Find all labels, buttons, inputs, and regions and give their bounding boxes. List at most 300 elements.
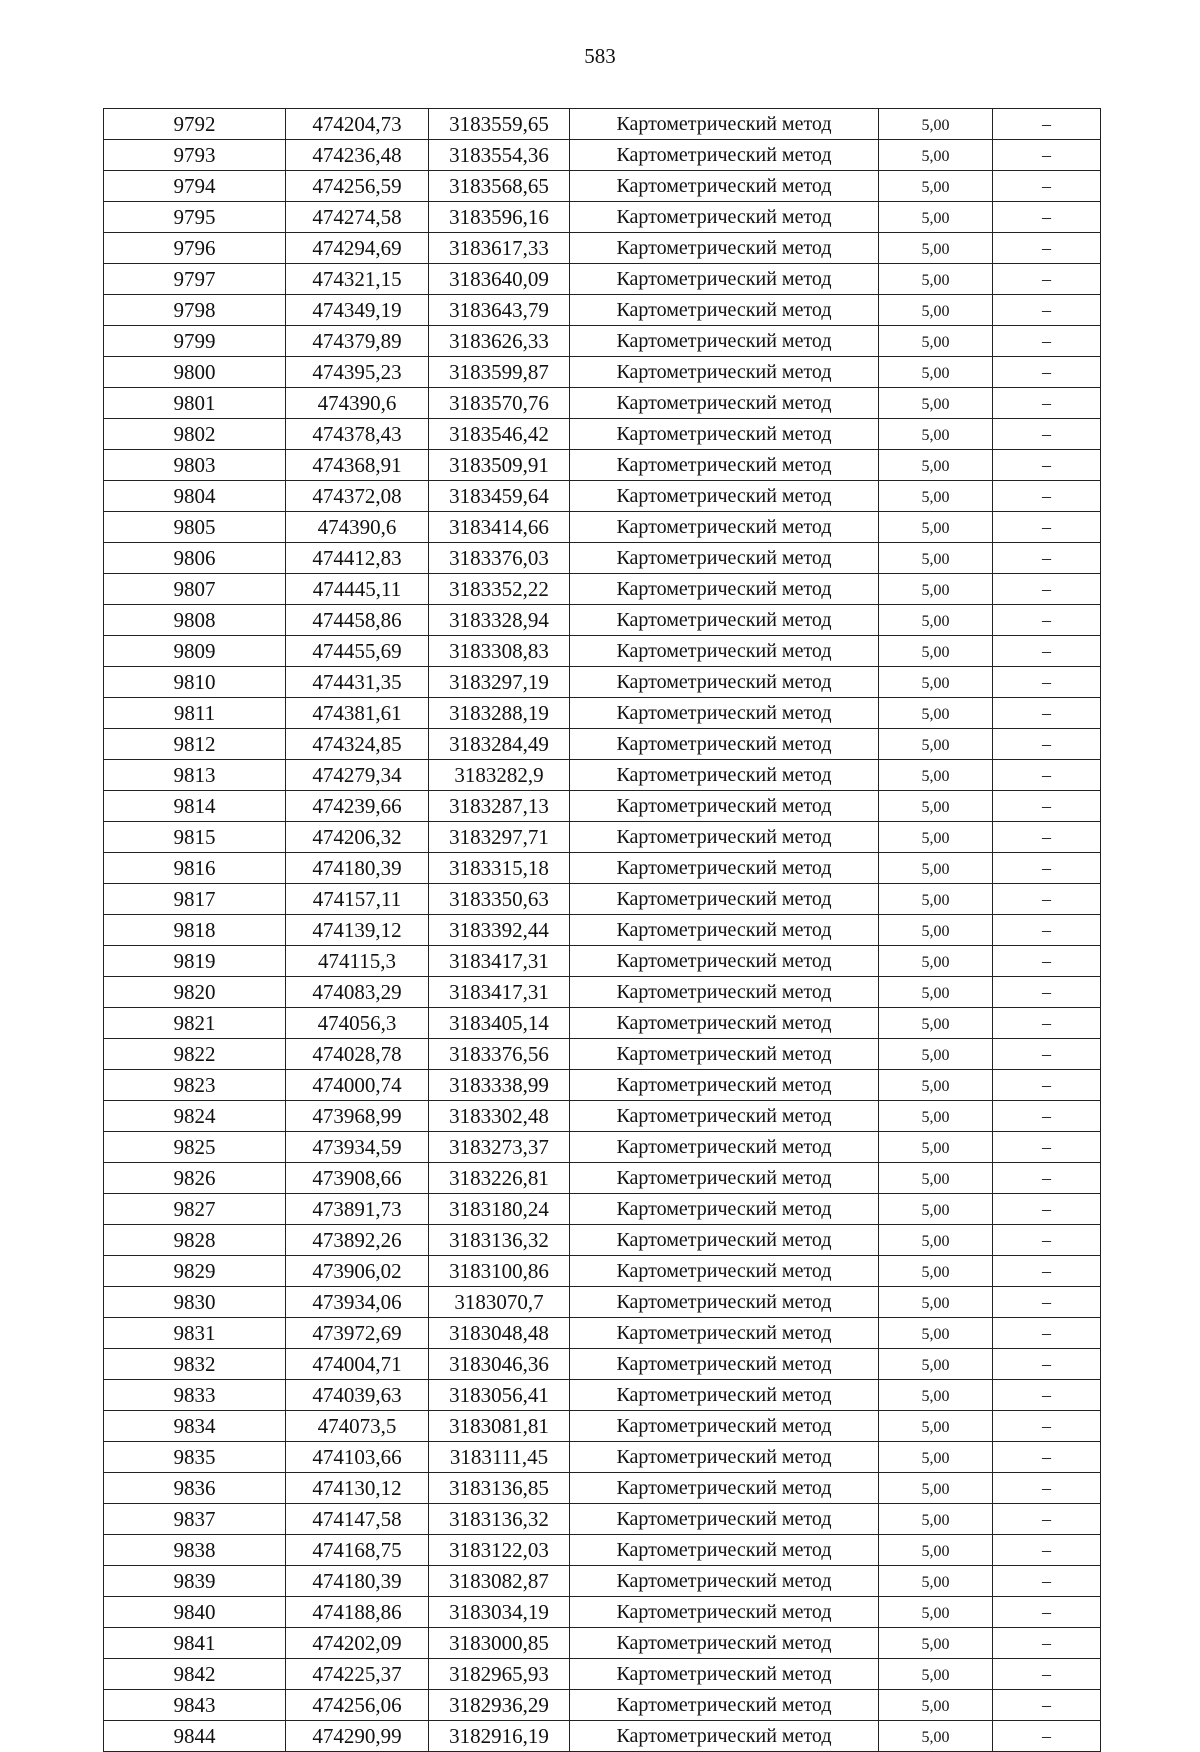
coordinates-table-body xyxy=(104,109,1101,1752)
point-number-cell: 9842 xyxy=(104,1659,286,1690)
dash-cell: – xyxy=(993,1349,1101,1380)
table-row xyxy=(104,1473,1101,1504)
y-coordinate-cell: 3183111,45 xyxy=(429,1442,570,1473)
y-coordinate-cell: 3183626,33 xyxy=(429,326,570,357)
table-row xyxy=(104,357,1101,388)
y-coordinate-cell: 3183417,31 xyxy=(429,977,570,1008)
dash-cell: – xyxy=(993,853,1101,884)
method-cell: Картометрический метод xyxy=(570,729,879,760)
point-number-cell: 9836 xyxy=(104,1473,286,1504)
accuracy-cell: 5,00 xyxy=(879,233,993,264)
method-cell: Картометрический метод xyxy=(570,481,879,512)
table-row xyxy=(104,1721,1101,1752)
dash-cell: – xyxy=(993,388,1101,419)
y-coordinate-cell: 3183417,31 xyxy=(429,946,570,977)
table-row xyxy=(104,264,1101,295)
table-row xyxy=(104,1659,1101,1690)
point-number-cell: 9824 xyxy=(104,1101,286,1132)
y-coordinate-cell: 3183056,41 xyxy=(429,1380,570,1411)
method-cell: Картометрический метод xyxy=(570,1287,879,1318)
accuracy-cell: 5,00 xyxy=(879,667,993,698)
method-cell: Картометрический метод xyxy=(570,1690,879,1721)
x-coordinate-cell: 474115,3 xyxy=(286,946,429,977)
y-coordinate-cell: 3183122,03 xyxy=(429,1535,570,1566)
accuracy-cell: 5,00 xyxy=(879,1132,993,1163)
y-coordinate-cell: 3183640,09 xyxy=(429,264,570,295)
point-number-cell: 9811 xyxy=(104,698,286,729)
x-coordinate-cell: 474157,11 xyxy=(286,884,429,915)
y-coordinate-cell: 3183596,16 xyxy=(429,202,570,233)
accuracy-cell: 5,00 xyxy=(879,853,993,884)
dash-cell: – xyxy=(993,946,1101,977)
table-row xyxy=(104,450,1101,481)
method-cell: Картометрический метод xyxy=(570,264,879,295)
dash-cell: – xyxy=(993,171,1101,202)
accuracy-cell: 5,00 xyxy=(879,822,993,853)
dash-cell: – xyxy=(993,729,1101,760)
method-cell: Картометрический метод xyxy=(570,109,879,140)
point-number-cell: 9828 xyxy=(104,1225,286,1256)
point-number-cell: 9801 xyxy=(104,388,286,419)
accuracy-cell: 5,00 xyxy=(879,729,993,760)
point-number-cell: 9799 xyxy=(104,326,286,357)
y-coordinate-cell: 3183136,85 xyxy=(429,1473,570,1504)
x-coordinate-cell: 474103,66 xyxy=(286,1442,429,1473)
accuracy-cell: 5,00 xyxy=(879,1659,993,1690)
y-coordinate-cell: 3183048,48 xyxy=(429,1318,570,1349)
table-row xyxy=(104,884,1101,915)
table-row xyxy=(104,233,1101,264)
table-row xyxy=(104,171,1101,202)
x-coordinate-cell: 474236,48 xyxy=(286,140,429,171)
method-cell: Картометрический метод xyxy=(570,295,879,326)
table-row xyxy=(104,1504,1101,1535)
x-coordinate-cell: 474378,43 xyxy=(286,419,429,450)
dash-cell: – xyxy=(993,605,1101,636)
dash-cell: – xyxy=(993,1566,1101,1597)
point-number-cell: 9795 xyxy=(104,202,286,233)
dash-cell: – xyxy=(993,884,1101,915)
dash-cell: – xyxy=(993,1132,1101,1163)
point-number-cell: 9797 xyxy=(104,264,286,295)
x-coordinate-cell: 474395,23 xyxy=(286,357,429,388)
point-number-cell: 9818 xyxy=(104,915,286,946)
x-coordinate-cell: 474321,15 xyxy=(286,264,429,295)
method-cell: Картометрический метод xyxy=(570,667,879,698)
dash-cell: – xyxy=(993,915,1101,946)
dash-cell: – xyxy=(993,636,1101,667)
method-cell: Картометрический метод xyxy=(570,605,879,636)
accuracy-cell: 5,00 xyxy=(879,1101,993,1132)
y-coordinate-cell: 3183082,87 xyxy=(429,1566,570,1597)
y-coordinate-cell: 3183287,13 xyxy=(429,791,570,822)
dash-cell: – xyxy=(993,1597,1101,1628)
table-row xyxy=(104,1008,1101,1039)
method-cell: Картометрический метод xyxy=(570,636,879,667)
x-coordinate-cell: 474180,39 xyxy=(286,853,429,884)
method-cell: Картометрический метод xyxy=(570,946,879,977)
dash-cell: – xyxy=(993,326,1101,357)
table-row xyxy=(104,140,1101,171)
method-cell: Картометрический метод xyxy=(570,853,879,884)
table-row xyxy=(104,202,1101,233)
method-cell: Картометрический метод xyxy=(570,543,879,574)
point-number-cell: 9821 xyxy=(104,1008,286,1039)
table-row xyxy=(104,915,1101,946)
y-coordinate-cell: 3183000,85 xyxy=(429,1628,570,1659)
dash-cell: – xyxy=(993,1008,1101,1039)
point-number-cell: 9798 xyxy=(104,295,286,326)
accuracy-cell: 5,00 xyxy=(879,419,993,450)
x-coordinate-cell: 473968,99 xyxy=(286,1101,429,1132)
method-cell: Картометрический метод xyxy=(570,760,879,791)
dash-cell: – xyxy=(993,1194,1101,1225)
point-number-cell: 9822 xyxy=(104,1039,286,1070)
method-cell: Картометрический метод xyxy=(570,450,879,481)
dash-cell: – xyxy=(993,512,1101,543)
dash-cell: – xyxy=(993,760,1101,791)
accuracy-cell: 5,00 xyxy=(879,884,993,915)
y-coordinate-cell: 3183376,03 xyxy=(429,543,570,574)
point-number-cell: 9820 xyxy=(104,977,286,1008)
dash-cell: – xyxy=(993,1721,1101,1752)
method-cell: Картометрический метод xyxy=(570,1008,879,1039)
dash-cell: – xyxy=(993,574,1101,605)
method-cell: Картометрический метод xyxy=(570,202,879,233)
point-number-cell: 9816 xyxy=(104,853,286,884)
x-coordinate-cell: 474130,12 xyxy=(286,1473,429,1504)
x-coordinate-cell: 473906,02 xyxy=(286,1256,429,1287)
y-coordinate-cell: 3183288,19 xyxy=(429,698,570,729)
dash-cell: – xyxy=(993,1535,1101,1566)
x-coordinate-cell: 474445,11 xyxy=(286,574,429,605)
x-coordinate-cell: 474139,12 xyxy=(286,915,429,946)
point-number-cell: 9830 xyxy=(104,1287,286,1318)
table-row xyxy=(104,512,1101,543)
x-coordinate-cell: 473972,69 xyxy=(286,1318,429,1349)
x-coordinate-cell: 473934,59 xyxy=(286,1132,429,1163)
dash-cell: – xyxy=(993,667,1101,698)
accuracy-cell: 5,00 xyxy=(879,760,993,791)
table-row xyxy=(104,977,1101,1008)
table-row xyxy=(104,1287,1101,1318)
y-coordinate-cell: 3183284,49 xyxy=(429,729,570,760)
x-coordinate-cell: 474028,78 xyxy=(286,1039,429,1070)
method-cell: Картометрический метод xyxy=(570,140,879,171)
dash-cell: – xyxy=(993,1442,1101,1473)
point-number-cell: 9840 xyxy=(104,1597,286,1628)
method-cell: Картометрический метод xyxy=(570,1411,879,1442)
method-cell: Картометрический метод xyxy=(570,1039,879,1070)
table-row xyxy=(104,1132,1101,1163)
accuracy-cell: 5,00 xyxy=(879,1039,993,1070)
table-row xyxy=(104,109,1101,140)
point-number-cell: 9800 xyxy=(104,357,286,388)
x-coordinate-cell: 474239,66 xyxy=(286,791,429,822)
accuracy-cell: 5,00 xyxy=(879,1473,993,1504)
point-number-cell: 9834 xyxy=(104,1411,286,1442)
table-row xyxy=(104,1163,1101,1194)
x-coordinate-cell: 474381,61 xyxy=(286,698,429,729)
point-number-cell: 9819 xyxy=(104,946,286,977)
point-number-cell: 9815 xyxy=(104,822,286,853)
x-coordinate-cell: 474294,69 xyxy=(286,233,429,264)
coordinates-table xyxy=(103,108,1101,1752)
x-coordinate-cell: 474206,32 xyxy=(286,822,429,853)
y-coordinate-cell: 3183328,94 xyxy=(429,605,570,636)
x-coordinate-cell: 474349,19 xyxy=(286,295,429,326)
accuracy-cell: 5,00 xyxy=(879,1318,993,1349)
accuracy-cell: 5,00 xyxy=(879,1225,993,1256)
accuracy-cell: 5,00 xyxy=(879,1442,993,1473)
point-number-cell: 9838 xyxy=(104,1535,286,1566)
y-coordinate-cell: 3183568,65 xyxy=(429,171,570,202)
y-coordinate-cell: 3182936,29 xyxy=(429,1690,570,1721)
method-cell: Картометрический метод xyxy=(570,574,879,605)
accuracy-cell: 5,00 xyxy=(879,357,993,388)
method-cell: Картометрический метод xyxy=(570,1566,879,1597)
point-number-cell: 9806 xyxy=(104,543,286,574)
method-cell: Картометрический метод xyxy=(570,1628,879,1659)
accuracy-cell: 5,00 xyxy=(879,1690,993,1721)
dash-cell: – xyxy=(993,140,1101,171)
table-row xyxy=(104,419,1101,450)
dash-cell: – xyxy=(993,1163,1101,1194)
accuracy-cell: 5,00 xyxy=(879,450,993,481)
table-row xyxy=(104,1349,1101,1380)
x-coordinate-cell: 474180,39 xyxy=(286,1566,429,1597)
point-number-cell: 9823 xyxy=(104,1070,286,1101)
y-coordinate-cell: 3183338,99 xyxy=(429,1070,570,1101)
dash-cell: – xyxy=(993,109,1101,140)
table-row xyxy=(104,1256,1101,1287)
point-number-cell: 9803 xyxy=(104,450,286,481)
dash-cell: – xyxy=(993,1070,1101,1101)
method-cell: Картометрический метод xyxy=(570,326,879,357)
accuracy-cell: 5,00 xyxy=(879,1380,993,1411)
accuracy-cell: 5,00 xyxy=(879,264,993,295)
y-coordinate-cell: 3183070,7 xyxy=(429,1287,570,1318)
x-coordinate-cell: 474368,91 xyxy=(286,450,429,481)
point-number-cell: 9844 xyxy=(104,1721,286,1752)
dash-cell: – xyxy=(993,1473,1101,1504)
point-number-cell: 9808 xyxy=(104,605,286,636)
dash-cell: – xyxy=(993,1101,1101,1132)
y-coordinate-cell: 3183081,81 xyxy=(429,1411,570,1442)
table-row xyxy=(104,1535,1101,1566)
table-row xyxy=(104,822,1101,853)
accuracy-cell: 5,00 xyxy=(879,1287,993,1318)
accuracy-cell: 5,00 xyxy=(879,1721,993,1752)
y-coordinate-cell: 3183297,19 xyxy=(429,667,570,698)
y-coordinate-cell: 3183559,65 xyxy=(429,109,570,140)
dash-cell: – xyxy=(993,481,1101,512)
table-row xyxy=(104,543,1101,574)
table-row xyxy=(104,388,1101,419)
x-coordinate-cell: 474225,37 xyxy=(286,1659,429,1690)
accuracy-cell: 5,00 xyxy=(879,1504,993,1535)
point-number-cell: 9793 xyxy=(104,140,286,171)
y-coordinate-cell: 3183376,56 xyxy=(429,1039,570,1070)
accuracy-cell: 5,00 xyxy=(879,109,993,140)
method-cell: Картометрический метод xyxy=(570,915,879,946)
accuracy-cell: 5,00 xyxy=(879,1194,993,1225)
point-number-cell: 9835 xyxy=(104,1442,286,1473)
x-coordinate-cell: 474168,75 xyxy=(286,1535,429,1566)
dash-cell: – xyxy=(993,1628,1101,1659)
point-number-cell: 9831 xyxy=(104,1318,286,1349)
method-cell: Картометрический метод xyxy=(570,1442,879,1473)
method-cell: Картометрический метод xyxy=(570,1163,879,1194)
y-coordinate-cell: 3183459,64 xyxy=(429,481,570,512)
y-coordinate-cell: 3183570,76 xyxy=(429,388,570,419)
dash-cell: – xyxy=(993,543,1101,574)
point-number-cell: 9805 xyxy=(104,512,286,543)
table-row xyxy=(104,853,1101,884)
x-coordinate-cell: 474056,3 xyxy=(286,1008,429,1039)
table-row xyxy=(104,1411,1101,1442)
x-coordinate-cell: 474202,09 xyxy=(286,1628,429,1659)
y-coordinate-cell: 3183180,24 xyxy=(429,1194,570,1225)
table-row xyxy=(104,574,1101,605)
x-coordinate-cell: 474147,58 xyxy=(286,1504,429,1535)
method-cell: Картометрический метод xyxy=(570,1070,879,1101)
y-coordinate-cell: 3183414,66 xyxy=(429,512,570,543)
dash-cell: – xyxy=(993,233,1101,264)
y-coordinate-cell: 3183297,71 xyxy=(429,822,570,853)
x-coordinate-cell: 474204,73 xyxy=(286,109,429,140)
point-number-cell: 9839 xyxy=(104,1566,286,1597)
point-number-cell: 9810 xyxy=(104,667,286,698)
accuracy-cell: 5,00 xyxy=(879,1597,993,1628)
method-cell: Картометрический метод xyxy=(570,171,879,202)
x-coordinate-cell: 474379,89 xyxy=(286,326,429,357)
y-coordinate-cell: 3183599,87 xyxy=(429,357,570,388)
accuracy-cell: 5,00 xyxy=(879,1163,993,1194)
point-number-cell: 9832 xyxy=(104,1349,286,1380)
x-coordinate-cell: 474004,71 xyxy=(286,1349,429,1380)
x-coordinate-cell: 473892,26 xyxy=(286,1225,429,1256)
x-coordinate-cell: 474039,63 xyxy=(286,1380,429,1411)
point-number-cell: 9796 xyxy=(104,233,286,264)
dash-cell: – xyxy=(993,1504,1101,1535)
table-row xyxy=(104,636,1101,667)
table-row xyxy=(104,481,1101,512)
y-coordinate-cell: 3183282,9 xyxy=(429,760,570,791)
x-coordinate-cell: 474431,35 xyxy=(286,667,429,698)
point-number-cell: 9817 xyxy=(104,884,286,915)
accuracy-cell: 5,00 xyxy=(879,202,993,233)
x-coordinate-cell: 474083,29 xyxy=(286,977,429,1008)
dash-cell: – xyxy=(993,419,1101,450)
table-row xyxy=(104,698,1101,729)
method-cell: Картометрический метод xyxy=(570,1349,879,1380)
method-cell: Картометрический метод xyxy=(570,419,879,450)
table-row xyxy=(104,1039,1101,1070)
x-coordinate-cell: 473908,66 xyxy=(286,1163,429,1194)
point-number-cell: 9792 xyxy=(104,109,286,140)
table-row xyxy=(104,1566,1101,1597)
accuracy-cell: 5,00 xyxy=(879,636,993,667)
y-coordinate-cell: 3183554,36 xyxy=(429,140,570,171)
point-number-cell: 9843 xyxy=(104,1690,286,1721)
x-coordinate-cell: 474412,83 xyxy=(286,543,429,574)
point-number-cell: 9809 xyxy=(104,636,286,667)
method-cell: Картометрический метод xyxy=(570,1597,879,1628)
table-row xyxy=(104,1442,1101,1473)
accuracy-cell: 5,00 xyxy=(879,326,993,357)
method-cell: Картометрический метод xyxy=(570,791,879,822)
accuracy-cell: 5,00 xyxy=(879,543,993,574)
table-row xyxy=(104,667,1101,698)
y-coordinate-cell: 3183308,83 xyxy=(429,636,570,667)
accuracy-cell: 5,00 xyxy=(879,1349,993,1380)
point-number-cell: 9841 xyxy=(104,1628,286,1659)
point-number-cell: 9825 xyxy=(104,1132,286,1163)
accuracy-cell: 5,00 xyxy=(879,481,993,512)
dash-cell: – xyxy=(993,357,1101,388)
method-cell: Картометрический метод xyxy=(570,1504,879,1535)
x-coordinate-cell: 473891,73 xyxy=(286,1194,429,1225)
accuracy-cell: 5,00 xyxy=(879,1070,993,1101)
y-coordinate-cell: 3183136,32 xyxy=(429,1225,570,1256)
accuracy-cell: 5,00 xyxy=(879,1628,993,1659)
dash-cell: – xyxy=(993,1411,1101,1442)
y-coordinate-cell: 3183509,91 xyxy=(429,450,570,481)
method-cell: Картометрический метод xyxy=(570,388,879,419)
point-number-cell: 9837 xyxy=(104,1504,286,1535)
dash-cell: – xyxy=(993,1318,1101,1349)
accuracy-cell: 5,00 xyxy=(879,1008,993,1039)
accuracy-cell: 5,00 xyxy=(879,977,993,1008)
method-cell: Картометрический метод xyxy=(570,1225,879,1256)
y-coordinate-cell: 3183350,63 xyxy=(429,884,570,915)
x-coordinate-cell: 474000,74 xyxy=(286,1070,429,1101)
table-row xyxy=(104,729,1101,760)
table-row xyxy=(104,946,1101,977)
y-coordinate-cell: 3183617,33 xyxy=(429,233,570,264)
x-coordinate-cell: 474290,99 xyxy=(286,1721,429,1752)
y-coordinate-cell: 3183226,81 xyxy=(429,1163,570,1194)
point-number-cell: 9812 xyxy=(104,729,286,760)
x-coordinate-cell: 474256,59 xyxy=(286,171,429,202)
accuracy-cell: 5,00 xyxy=(879,388,993,419)
point-number-cell: 9829 xyxy=(104,1256,286,1287)
method-cell: Картометрический метод xyxy=(570,1380,879,1411)
y-coordinate-cell: 3183273,37 xyxy=(429,1132,570,1163)
table-row xyxy=(104,1225,1101,1256)
method-cell: Картометрический метод xyxy=(570,233,879,264)
dash-cell: – xyxy=(993,1380,1101,1411)
y-coordinate-cell: 3183100,86 xyxy=(429,1256,570,1287)
y-coordinate-cell: 3182965,93 xyxy=(429,1659,570,1690)
accuracy-cell: 5,00 xyxy=(879,1411,993,1442)
method-cell: Картометрический метод xyxy=(570,977,879,1008)
x-coordinate-cell: 474279,34 xyxy=(286,760,429,791)
table-row xyxy=(104,1194,1101,1225)
y-coordinate-cell: 3183392,44 xyxy=(429,915,570,946)
method-cell: Картометрический метод xyxy=(570,1473,879,1504)
method-cell: Картометрический метод xyxy=(570,1256,879,1287)
table-row xyxy=(104,1628,1101,1659)
x-coordinate-cell: 474390,6 xyxy=(286,388,429,419)
method-cell: Картометрический метод xyxy=(570,1194,879,1225)
y-coordinate-cell: 3183546,42 xyxy=(429,419,570,450)
x-coordinate-cell: 474256,06 xyxy=(286,1690,429,1721)
method-cell: Картометрический метод xyxy=(570,357,879,388)
dash-cell: – xyxy=(993,1659,1101,1690)
x-coordinate-cell: 473934,06 xyxy=(286,1287,429,1318)
